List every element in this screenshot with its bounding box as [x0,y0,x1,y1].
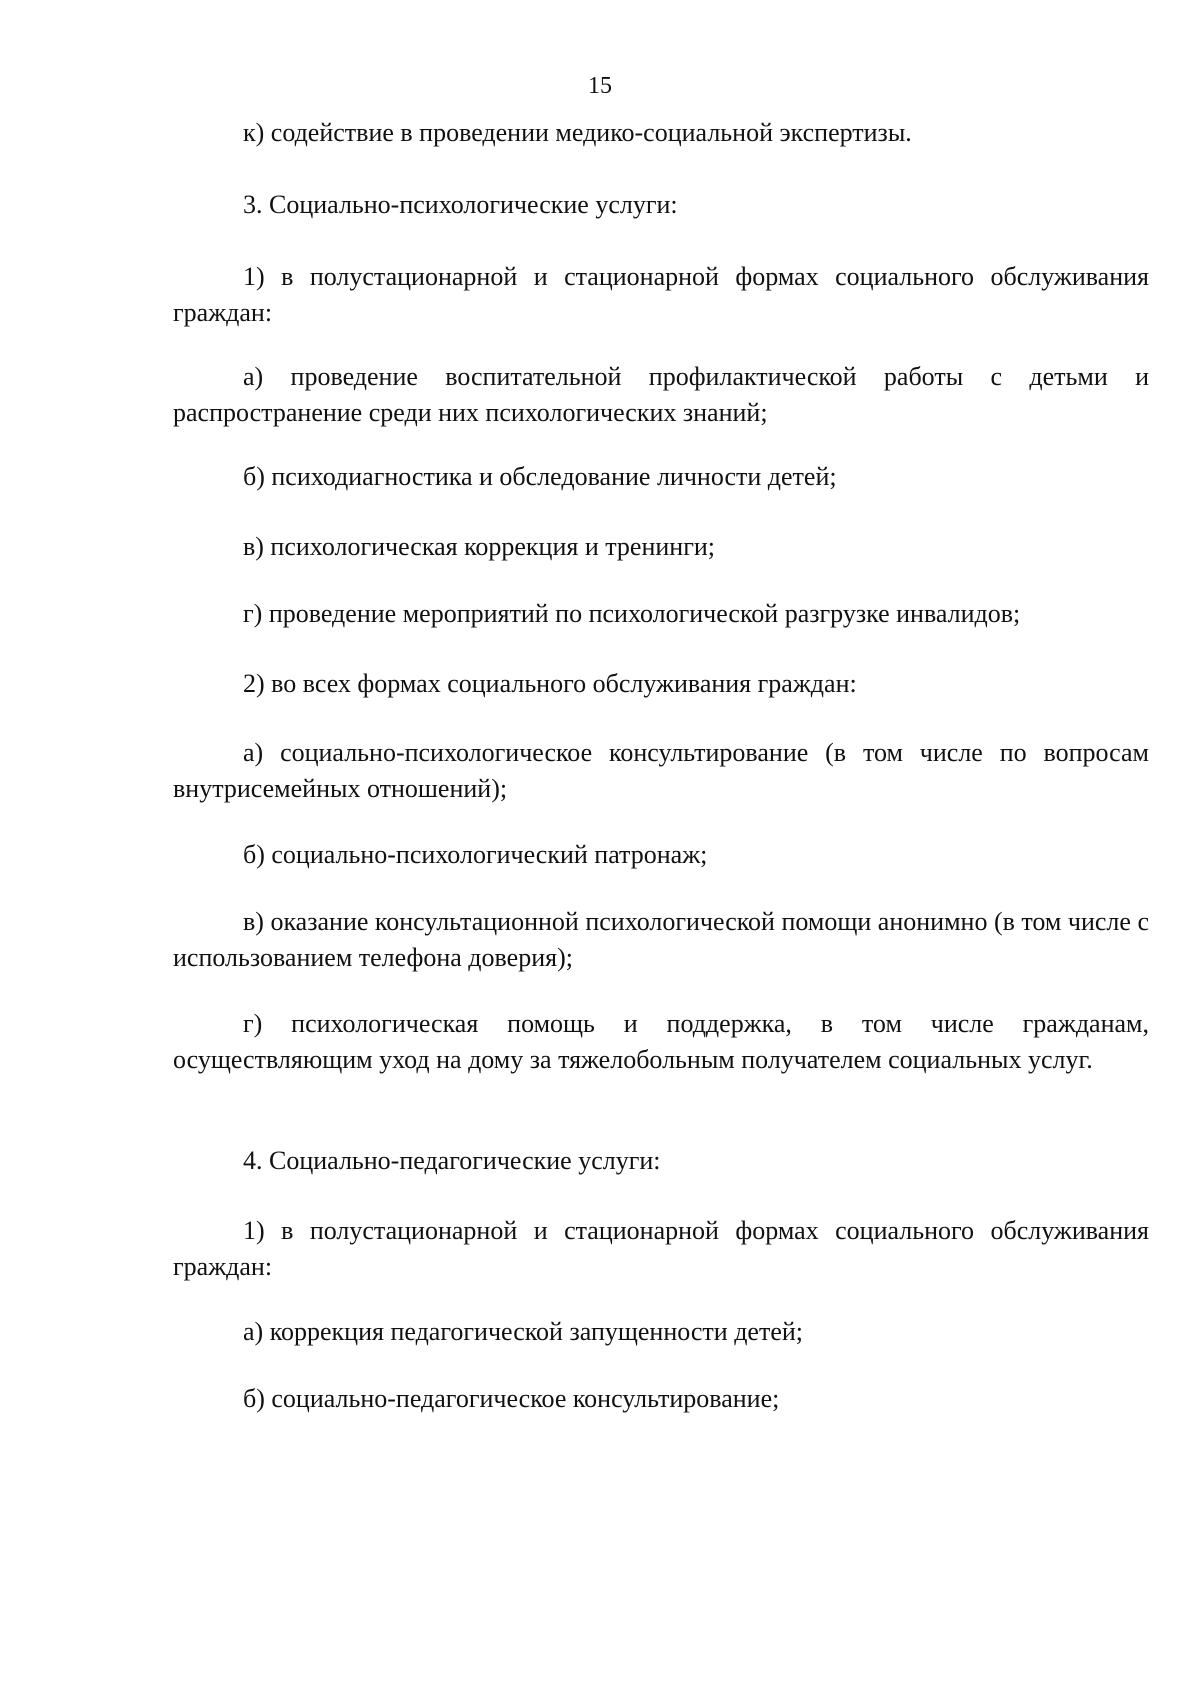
section-3-item-1a: а) проведение воспитательной профилактической работы с детьми и распространение среди них психологических знаний; [173,362,1149,427]
section-4-item-1b: б) социально-педагогическое консультирование; [243,1384,780,1413]
section-3-item-2g: г) психологическая помощь и поддержка, в том числе гражданам, осуществляющим уход на дому за тяжелобольным получателем социальных услуг. [173,1009,1149,1074]
section-3-item-2v: в) оказание консультационной психологической помощи анонимно (в том числе с использованием телефона доверия); [173,907,1149,972]
section-3-item-1b: б) психодиагностика и обследование личности детей; [243,462,837,491]
section-3-heading: 3. Социально-психологические услуги: [243,190,678,219]
section-4-item-1: 1) в полустационарной и стационарной формах социального обслуживания граждан: [173,1216,1149,1281]
section-3-item-1v: в) психологическая коррекция и тренинги; [243,532,716,561]
section-3-item-1g: г) проведение мероприятий по психологической разгрузке инвалидов; [243,599,1021,628]
section-4-item-1a: а) коррекция педагогической запущенности детей; [243,1317,804,1346]
section-4-heading: 4. Социально-педагогические услуги: [243,1146,661,1175]
section-3-item-2b: б) социально-психологический патронаж; [243,840,708,869]
section-3-item-1: 1) в полустационарной и стационарной формах социального обслуживания граждан: [173,262,1149,327]
paragraph-k-medical-expertise: к) содействие в проведении медико-социальной экспертизы. [243,118,912,147]
section-3-item-2: 2) во всех формах социального обслуживания граждан: [243,669,857,698]
section-3-item-2a: а) социально-психологическое консультирование (в том числе по вопросам внутрисемейных отношений); [173,738,1149,803]
page-number: 15 [588,73,612,99]
